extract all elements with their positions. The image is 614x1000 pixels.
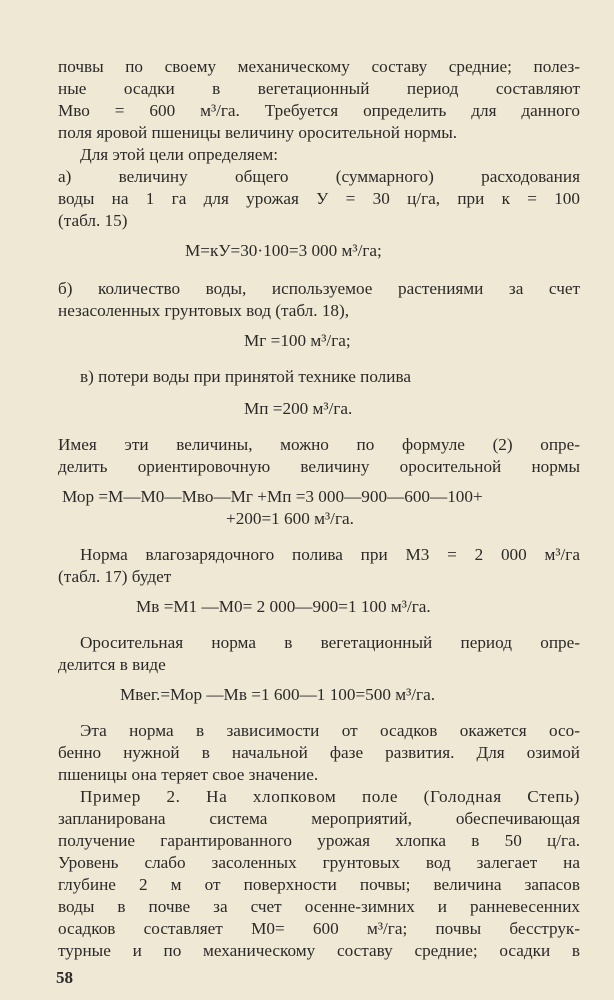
text-line: получение гарантированного урожая хлопка в 50 ц/га.: [58, 831, 580, 850]
formula: Мв =М1 —М0= 2 000—900=1 100 м³/га.: [136, 597, 431, 616]
text-line: незасоленных грунтовых вод (табл. 18),: [58, 301, 350, 320]
text-line: Имея эти величины, можно по формуле (2) опре-: [58, 435, 580, 454]
text-line: а) величину общего (суммарного) расходования: [58, 167, 580, 186]
text-line: Уровень слабо засоленных грунтовых вод залегает на: [58, 853, 580, 872]
text-line: воды в почве за счет осенне-зимних и ранневесенних: [58, 897, 580, 916]
text-line: бенно нужной в начальной фазе развития. Для озимой: [58, 743, 580, 762]
text-line: Норма влагозарядочного полива при М3 = 2 000 м³/га: [80, 545, 580, 564]
text-line: Оросительная норма в вегетационный период опре-: [80, 633, 580, 652]
text-line: запланирована система мероприятий, обеспечивающая: [58, 809, 580, 828]
formula: М=кУ=30·100=3 000 м³/га;: [185, 241, 382, 260]
text-line: пшеницы она теряет свое значение.: [58, 765, 319, 784]
formula: +200=1 600 м³/га.: [226, 509, 354, 528]
text-line: турные и по механическому составу средние; осадки в: [58, 941, 580, 960]
text-line: Пример 2. На хлопковом поле (Голодная Степь): [80, 787, 580, 806]
text-line: б) количество воды, используемое растениями за счет: [58, 279, 580, 298]
text-line: Для этой цели определяем:: [80, 145, 279, 164]
formula: Мп =200 м³/га.: [244, 399, 353, 418]
text-line: Мво = 600 м³/га. Требуется определить для данного: [58, 101, 580, 120]
text-line: воды на 1 га для урожая У = 30 ц/га, при к = 100: [58, 189, 580, 208]
formula: Мвег.=Мор —Мв =1 600—1 100=500 м³/га.: [120, 685, 436, 704]
text-line: делить ориентировочную величину оросительной нормы: [58, 457, 580, 476]
text-line: в) потери воды при принятой технике полива: [80, 367, 411, 386]
formula: Мор =М—М0—Мво—Мг +Мп =3 000—900—600—100+: [62, 487, 483, 506]
text-line: (табл. 15): [58, 211, 128, 230]
text-line: поля яровой пшеницы величину оросительной нормы.: [58, 123, 458, 142]
text-line: ные осадки в вегетационный период составляют: [58, 79, 580, 98]
text-line: осадков составляет М0= 600 м³/га; почвы бесструк-: [58, 919, 580, 938]
formula: Мг =100 м³/га;: [244, 331, 351, 350]
text-line: (табл. 17) будет: [58, 567, 172, 586]
text-line: глубине 2 м от поверхности почвы; величина запасов: [58, 875, 580, 894]
text-line: Эта норма в зависимости от осадков окажется осо-: [80, 721, 580, 740]
page-number: 58: [56, 968, 73, 987]
text-line: почвы по своему механическому составу средние; полез-: [58, 57, 580, 76]
text-line: делится в виде: [58, 655, 166, 674]
